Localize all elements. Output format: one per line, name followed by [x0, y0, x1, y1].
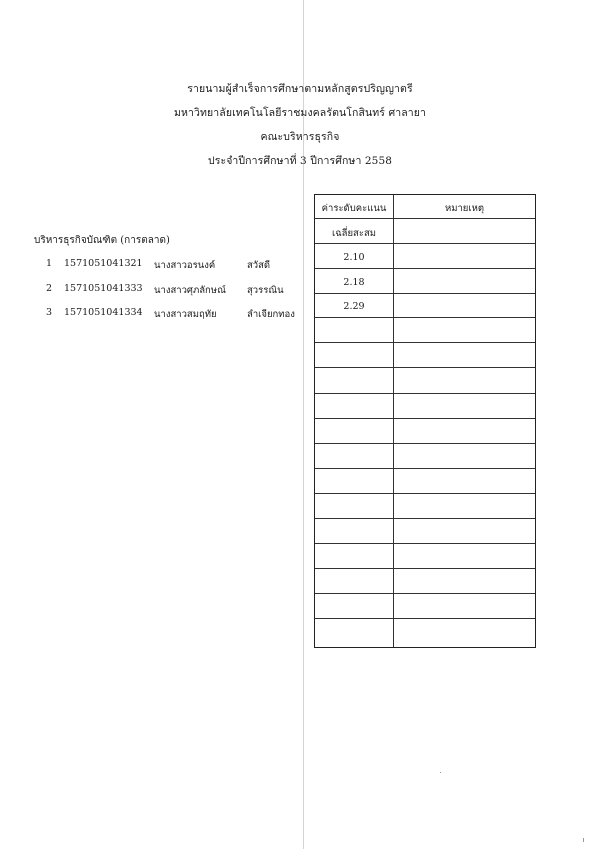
header-faculty-line: คณะบริหารธุรกิจ: [260, 131, 340, 143]
table-row-divider: [315, 543, 535, 544]
student-number: 3: [46, 307, 53, 318]
table-row-divider: [315, 367, 535, 368]
table-row-divider: [315, 568, 535, 569]
table-column-divider: [393, 195, 394, 647]
student-id: 1571051041334: [64, 307, 143, 318]
student-name: นางสาวอรนงค์: [154, 260, 216, 271]
document-header: [0, 77, 600, 173]
table-row-divider: [315, 317, 535, 318]
student-surname: สวัสดี: [247, 260, 271, 271]
table-row-divider: [315, 493, 535, 494]
student-row: [46, 283, 307, 298]
header-title-line: รายนามผู้สำเร็จการศึกษาตามหลักสูตรปริญญาตรี: [187, 83, 413, 95]
header-university-line: มหาวิทยาลัยเทคโนโลยีราชมงคลรัตนโกสินทร์ ศาลายา: [174, 107, 426, 119]
table-row-divider: [315, 418, 535, 419]
student-row: [46, 258, 307, 273]
student-name: นางสาวศุภลักษณ์: [154, 285, 226, 296]
student-number: 1: [46, 258, 53, 269]
table-row-divider: [315, 393, 535, 394]
grade-table: [314, 194, 536, 648]
program-title: บริหารธุรกิจบัณฑิต (การตลาด): [34, 235, 170, 246]
student-surname: สุวรรณิน: [247, 285, 284, 296]
gpa-value: 2.18: [343, 277, 365, 288]
table-row-divider: [315, 443, 535, 444]
student-name: นางสาวสมฤทัย: [154, 309, 217, 320]
student-row: [46, 307, 307, 322]
student-number: 2: [46, 283, 53, 294]
gpa-value: 2.29: [343, 301, 365, 312]
table-row-divider: [315, 468, 535, 469]
table-row-divider: [315, 243, 535, 244]
table-row-divider: [315, 268, 535, 269]
table-row-divider: [315, 618, 535, 619]
table-row-divider: [315, 293, 535, 294]
table-row-divider: [315, 593, 535, 594]
gpa-header-line2: เฉลี่ยสะสม: [331, 228, 377, 239]
header-academic-year-line: ประจำปีการศึกษาที่ 3 ปีการศึกษา 2558: [207, 155, 393, 167]
scan-speck: [440, 772, 441, 773]
student-surname: ลำเจียกทอง: [247, 309, 295, 320]
gpa-header-line1: ค่าระดับคะแนน: [321, 203, 387, 214]
gpa-value: 2.10: [343, 252, 365, 263]
table-row-divider: [315, 518, 535, 519]
student-id: 1571051041321: [64, 258, 143, 269]
student-id: 1571051041333: [64, 283, 143, 294]
remarks-header: หมายเหตุ: [444, 203, 485, 214]
scan-speck: [583, 838, 584, 842]
table-row-divider: [315, 342, 535, 343]
table-row-divider: [315, 218, 535, 219]
